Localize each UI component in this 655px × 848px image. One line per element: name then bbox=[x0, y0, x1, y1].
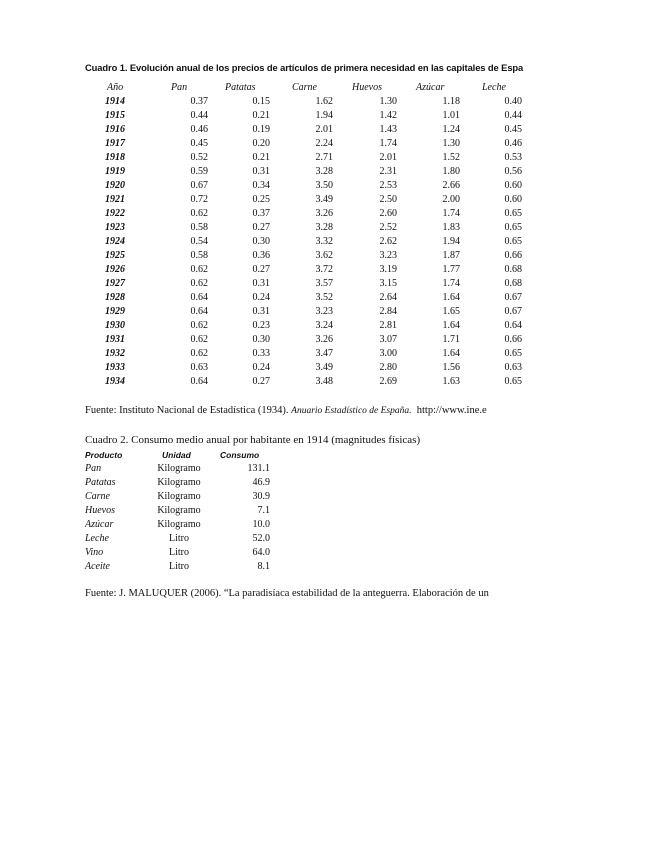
table1-value-cell: 1.56 bbox=[442, 362, 460, 373]
table1-value-cell: 0.46 bbox=[190, 124, 208, 135]
table1-value-cell: 1.74 bbox=[442, 208, 460, 219]
table1-value-cell: 2.64 bbox=[379, 292, 397, 303]
table1-source bbox=[85, 405, 487, 416]
table1-value-cell: 2.31 bbox=[379, 166, 397, 177]
table1-value-cell: 0.60 bbox=[504, 194, 522, 205]
table1-value-cell: 3.62 bbox=[315, 250, 333, 261]
table1-value-cell: 3.07 bbox=[379, 334, 397, 345]
table1-value-cell: 2.60 bbox=[379, 208, 397, 219]
table1-value-cell: 0.45 bbox=[190, 138, 208, 149]
table1-value-cell: 1.64 bbox=[442, 292, 460, 303]
table1-title: Cuadro 1. Evolución anual de los precios de artículos de primera necesidad en las capitales de Espa bbox=[85, 62, 524, 73]
table2-product-cell: Aceite bbox=[85, 561, 110, 572]
table1-value-cell: 0.27 bbox=[252, 222, 270, 233]
table1-value-cell: 0.58 bbox=[190, 250, 208, 261]
table1-value-cell: 2.52 bbox=[379, 222, 397, 233]
table1-value-cell: 0.67 bbox=[504, 292, 522, 303]
table1-value-cell: 3.48 bbox=[315, 376, 333, 387]
table1-value-cell: 3.24 bbox=[315, 320, 333, 331]
table2-unit-cell: Kilogramo bbox=[157, 491, 201, 502]
table1-value-cell: 2.62 bbox=[379, 236, 397, 247]
table1-year-cell: 1920 bbox=[105, 180, 125, 191]
table1-value-cell: 1.63 bbox=[442, 376, 460, 387]
table1-year-cell: 1917 bbox=[105, 138, 125, 149]
table1-value-cell: 1.87 bbox=[442, 250, 460, 261]
table1-value-cell: 0.15 bbox=[252, 96, 270, 107]
table1-value-cell: 0.37 bbox=[190, 96, 208, 107]
table1-value-cell: 0.46 bbox=[504, 138, 522, 149]
table1-year-cell: 1932 bbox=[105, 348, 125, 359]
table1-value-cell: 0.64 bbox=[190, 306, 208, 317]
table1-value-cell: 2.50 bbox=[379, 194, 397, 205]
table1-value-cell: 3.00 bbox=[379, 348, 397, 359]
table1-value-cell: 0.23 bbox=[252, 320, 270, 331]
table1-value-cell: 0.60 bbox=[504, 180, 522, 191]
table1-value-cell: 0.59 bbox=[190, 166, 208, 177]
table1-value-cell: 0.19 bbox=[252, 124, 270, 135]
table1-value-cell: 1.83 bbox=[442, 222, 460, 233]
table1-year-cell: 1923 bbox=[105, 222, 125, 233]
table1-year-cell: 1927 bbox=[105, 278, 125, 289]
table1-value-cell: 0.27 bbox=[252, 264, 270, 275]
table1-value-cell: 2.71 bbox=[315, 152, 333, 163]
table2-product-cell: Azúcar bbox=[85, 519, 114, 530]
table1-value-cell: 2.00 bbox=[442, 194, 460, 205]
table1-value-cell: 0.24 bbox=[252, 362, 270, 373]
table1-year-cell: 1915 bbox=[105, 110, 125, 121]
table1-value-cell: 1.01 bbox=[442, 110, 460, 121]
table1-value-cell: 3.28 bbox=[315, 222, 333, 233]
table1-value-cell: 0.67 bbox=[190, 180, 208, 191]
table1-value-cell: 2.84 bbox=[379, 306, 397, 317]
table1-value-cell: 0.66 bbox=[504, 250, 522, 261]
table1-value-cell: 0.65 bbox=[504, 376, 522, 387]
table1-year-cell: 1922 bbox=[105, 208, 125, 219]
table1-value-cell: 0.45 bbox=[504, 124, 522, 135]
table1-value-cell: 1.64 bbox=[442, 320, 460, 331]
table1-value-cell: 3.28 bbox=[315, 166, 333, 177]
table2-consumption-cell: 52.0 bbox=[252, 533, 270, 544]
table1-value-cell: 1.30 bbox=[379, 96, 397, 107]
table2-unit-cell: Kilogramo bbox=[157, 505, 201, 516]
table1-value-cell: 3.72 bbox=[315, 264, 333, 275]
table1-value-cell: 1.62 bbox=[315, 96, 333, 107]
table1-value-cell: 1.24 bbox=[442, 124, 460, 135]
table1-value-cell: 0.64 bbox=[190, 292, 208, 303]
table2-product-cell: Pan bbox=[85, 463, 102, 474]
table1-header-eggs: Huevos bbox=[352, 82, 382, 93]
table1-value-cell: 3.49 bbox=[315, 362, 333, 373]
table1-value-cell: 0.31 bbox=[252, 278, 270, 289]
table1-source-title: Anuario Estadístico de España. bbox=[291, 406, 412, 416]
table2-unit-cell: Kilogramo bbox=[157, 463, 201, 474]
table1-value-cell: 1.65 bbox=[442, 306, 460, 317]
table2-unit-cell: Litro bbox=[169, 561, 189, 572]
table1-value-cell: 0.65 bbox=[504, 348, 522, 359]
table1-value-cell: 0.63 bbox=[190, 362, 208, 373]
table2-consumption-cell: 46.9 bbox=[252, 477, 270, 488]
table1-header-bread: Pan bbox=[171, 82, 188, 93]
table1-value-cell: 2.01 bbox=[315, 124, 333, 135]
table1-value-cell: 1.77 bbox=[442, 264, 460, 275]
table2-header-consumption: Consumo bbox=[220, 450, 260, 460]
table1-value-cell: 1.74 bbox=[379, 138, 397, 149]
table1-value-cell: 0.72 bbox=[190, 194, 208, 205]
table2-product-cell: Vino bbox=[85, 547, 104, 558]
table1-year-cell: 1933 bbox=[105, 362, 125, 373]
table2-unit-cell: Litro bbox=[169, 533, 189, 544]
table1-value-cell: 0.65 bbox=[504, 208, 522, 219]
table2-consumption-cell: 30.9 bbox=[252, 491, 270, 502]
table1-value-cell: 3.57 bbox=[315, 278, 333, 289]
table1-value-cell: 0.30 bbox=[252, 236, 270, 247]
table1-value-cell: 2.01 bbox=[379, 152, 397, 163]
table1-header-meat: Carne bbox=[292, 82, 317, 93]
table1-value-cell: 3.23 bbox=[379, 250, 397, 261]
table1-source-prefix: Fuente: Instituto Nacional de Estadística (1934). bbox=[85, 405, 292, 416]
table1-value-cell: 1.43 bbox=[379, 124, 397, 135]
table1-value-cell: 0.27 bbox=[252, 376, 270, 387]
table1-year-cell: 1930 bbox=[105, 320, 125, 331]
table1-year-cell: 1919 bbox=[105, 166, 125, 177]
table2-consumption-cell: 10.0 bbox=[252, 519, 270, 530]
table1-header-potatoes: Patatas bbox=[225, 82, 256, 93]
table1-value-cell: 0.62 bbox=[190, 264, 208, 275]
table1-value-cell: 0.33 bbox=[252, 348, 270, 359]
table1-value-cell: 1.18 bbox=[442, 96, 460, 107]
table2-header-product: Producto bbox=[85, 450, 123, 460]
table1-value-cell: 3.50 bbox=[315, 180, 333, 191]
table2-source: Fuente: J. MALUQUER (2006). “La paradisíaca estabilidad de la anteguerra. Elaboración de un bbox=[85, 588, 489, 599]
table1-value-cell: 1.42 bbox=[379, 110, 397, 121]
table1-year-cell: 1914 bbox=[105, 96, 125, 107]
table1-value-cell: 1.71 bbox=[442, 334, 460, 345]
table2-consumption-cell: 64.0 bbox=[252, 547, 270, 558]
table2-unit-cell: Litro bbox=[169, 547, 189, 558]
table2-product-cell: Carne bbox=[85, 491, 110, 502]
table1-value-cell: 0.62 bbox=[190, 320, 208, 331]
table1-value-cell: 3.26 bbox=[315, 334, 333, 345]
table1-value-cell: 0.64 bbox=[190, 376, 208, 387]
table2-product-cell: Huevos bbox=[85, 505, 115, 516]
table1-value-cell: 1.64 bbox=[442, 348, 460, 359]
table1-value-cell: 0.56 bbox=[504, 166, 522, 177]
table1-value-cell: 0.54 bbox=[190, 236, 208, 247]
table1-value-cell: 0.40 bbox=[504, 96, 522, 107]
table1-value-cell: 2.53 bbox=[379, 180, 397, 191]
table2-header-unit: Unidad bbox=[162, 450, 191, 460]
table1-value-cell: 0.65 bbox=[504, 222, 522, 233]
table2-unit-cell: Kilogramo bbox=[157, 519, 201, 530]
table1-value-cell: 3.52 bbox=[315, 292, 333, 303]
table1-value-cell: 3.23 bbox=[315, 306, 333, 317]
table1-value-cell: 0.62 bbox=[190, 208, 208, 219]
table1-value-cell: 3.15 bbox=[379, 278, 397, 289]
table1-value-cell: 0.68 bbox=[504, 278, 522, 289]
table1-value-cell: 0.24 bbox=[252, 292, 270, 303]
table1-value-cell: 1.74 bbox=[442, 278, 460, 289]
table1-value-cell: 0.62 bbox=[190, 278, 208, 289]
table1-value-cell: 2.24 bbox=[315, 138, 333, 149]
table1-value-cell: 3.32 bbox=[315, 236, 333, 247]
table1-header-year: Año bbox=[107, 82, 124, 93]
table1-value-cell: 1.94 bbox=[315, 110, 333, 121]
table1-value-cell: 0.20 bbox=[252, 138, 270, 149]
table1-year-cell: 1918 bbox=[105, 152, 125, 163]
table1-value-cell: 1.80 bbox=[442, 166, 460, 177]
table1-value-cell: 0.62 bbox=[190, 348, 208, 359]
table1-value-cell: 0.34 bbox=[252, 180, 270, 191]
table1-value-cell: 0.62 bbox=[190, 334, 208, 345]
table2-consumption-cell: 131.1 bbox=[247, 463, 270, 474]
table1-header-sugar: Azúcar bbox=[416, 82, 445, 93]
table1-year-cell: 1921 bbox=[105, 194, 125, 205]
table2-product-cell: Leche bbox=[85, 533, 109, 544]
table1-year-cell: 1925 bbox=[105, 250, 125, 261]
table1-value-cell: 3.47 bbox=[315, 348, 333, 359]
table1-value-cell: 0.52 bbox=[190, 152, 208, 163]
table1-value-cell: 0.53 bbox=[504, 152, 522, 163]
table1-year-cell: 1931 bbox=[105, 334, 125, 345]
table1-year-cell: 1929 bbox=[105, 306, 125, 317]
table1-value-cell: 0.66 bbox=[504, 334, 522, 345]
table1-value-cell: 3.49 bbox=[315, 194, 333, 205]
table1-value-cell: 0.21 bbox=[252, 152, 270, 163]
table2-product-cell: Patatas bbox=[85, 477, 116, 488]
table1-value-cell: 0.44 bbox=[504, 110, 522, 121]
table1-value-cell: 3.19 bbox=[379, 264, 397, 275]
table1-value-cell: 0.65 bbox=[504, 236, 522, 247]
table1-value-cell: 0.36 bbox=[252, 250, 270, 261]
table1-value-cell: 1.30 bbox=[442, 138, 460, 149]
table1-value-cell: 2.69 bbox=[379, 376, 397, 387]
table1-value-cell: 0.31 bbox=[252, 166, 270, 177]
table1-value-cell: 0.68 bbox=[504, 264, 522, 275]
table1-value-cell: 0.30 bbox=[252, 334, 270, 345]
table1-value-cell: 1.94 bbox=[442, 236, 460, 247]
table1-value-cell: 1.52 bbox=[442, 152, 460, 163]
table1-header-milk: Leche bbox=[482, 82, 506, 93]
table1-year-cell: 1924 bbox=[105, 236, 125, 247]
table1-value-cell: 2.66 bbox=[442, 180, 460, 191]
table1-value-cell: 0.25 bbox=[252, 194, 270, 205]
table1-year-cell: 1928 bbox=[105, 292, 125, 303]
table1-value-cell: 0.31 bbox=[252, 306, 270, 317]
table1-year-cell: 1934 bbox=[105, 376, 125, 387]
table2-consumption-cell: 8.1 bbox=[257, 561, 270, 572]
table1-value-cell: 0.44 bbox=[190, 110, 208, 121]
table1-value-cell: 0.63 bbox=[504, 362, 522, 373]
table1-value-cell: 0.67 bbox=[504, 306, 522, 317]
table1-year-cell: 1916 bbox=[105, 124, 125, 135]
table1-value-cell: 2.81 bbox=[379, 320, 397, 331]
table1-value-cell: 0.21 bbox=[252, 110, 270, 121]
table1-year-cell: 1926 bbox=[105, 264, 125, 275]
table1-value-cell: 3.26 bbox=[315, 208, 333, 219]
table1-value-cell: 0.58 bbox=[190, 222, 208, 233]
table1-value-cell: 0.37 bbox=[252, 208, 270, 219]
table1-source-url: http://www.ine.e bbox=[416, 405, 487, 416]
table1-value-cell: 2.80 bbox=[379, 362, 397, 373]
table2-title: Cuadro 2. Consumo medio anual por habitante en 1914 (magnitudes físicas) bbox=[85, 434, 421, 446]
table1-value-cell: 0.64 bbox=[504, 320, 522, 331]
table2-unit-cell: Kilogramo bbox=[157, 477, 201, 488]
table2-consumption-cell: 7.1 bbox=[257, 505, 270, 516]
